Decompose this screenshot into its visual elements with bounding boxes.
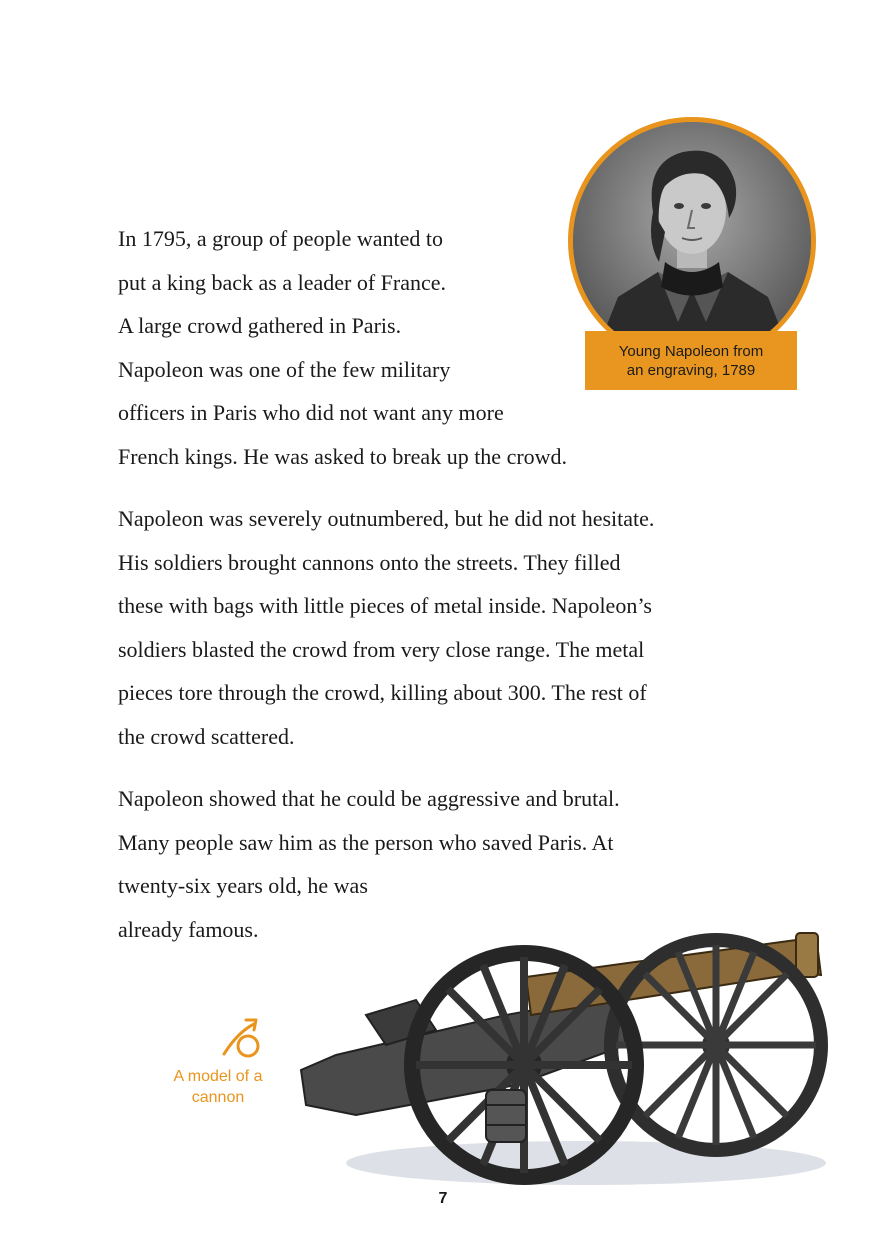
text-line: twenty-six years old, he was	[118, 873, 368, 898]
text-line: the crowd scattered.	[118, 723, 295, 749]
text-line: officers in Paris who did not want any more	[118, 400, 504, 425]
text-line: His soldiers brought cannons onto the streets. They filled	[118, 549, 621, 575]
portrait-caption	[585, 331, 797, 390]
paragraph-2	[118, 497, 654, 758]
paragraph-1	[118, 217, 567, 478]
portrait-caption-line-2: an engraving, 1789	[626, 361, 756, 379]
text-line: these with bags with little pieces of metal inside. Napoleon’s	[118, 593, 652, 618]
text-line: A large crowd gathered in Paris.	[118, 313, 402, 338]
portrait-caption-line-1: Young Napoleon from	[618, 342, 764, 360]
cannon-caption	[158, 1066, 278, 1108]
text-line: pieces tore through the crowd, killing about 300. The rest of	[118, 680, 647, 705]
text-line: Napoleon was one of the few military	[118, 356, 451, 382]
text-line: Many people saw him as the person who saved Paris. At	[118, 829, 614, 855]
curved-arrow-icon	[218, 1012, 272, 1060]
text-line: Napoleon showed that he could be aggressive and brutal.	[118, 786, 620, 811]
text-line: already famous.	[118, 916, 259, 942]
text-line: Napoleon was severely outnumbered, but he did not hesitate.	[118, 506, 655, 531]
napoleon-portrait	[568, 117, 816, 365]
cannon-caption-line-1: A model of a	[173, 1068, 263, 1085]
text-line: put a king back as a leader of France.	[118, 269, 447, 295]
page-number: 7	[438, 1190, 448, 1207]
cannon-illustration	[296, 895, 836, 1195]
text-line: In 1795, a group of people wanted to	[118, 226, 444, 251]
cannon-caption-line-2: cannon	[191, 1089, 245, 1106]
text-line: French kings. He was asked to break up the crowd.	[118, 443, 568, 469]
text-line: soldiers blasted the crowd from very close range. The metal	[118, 636, 645, 662]
